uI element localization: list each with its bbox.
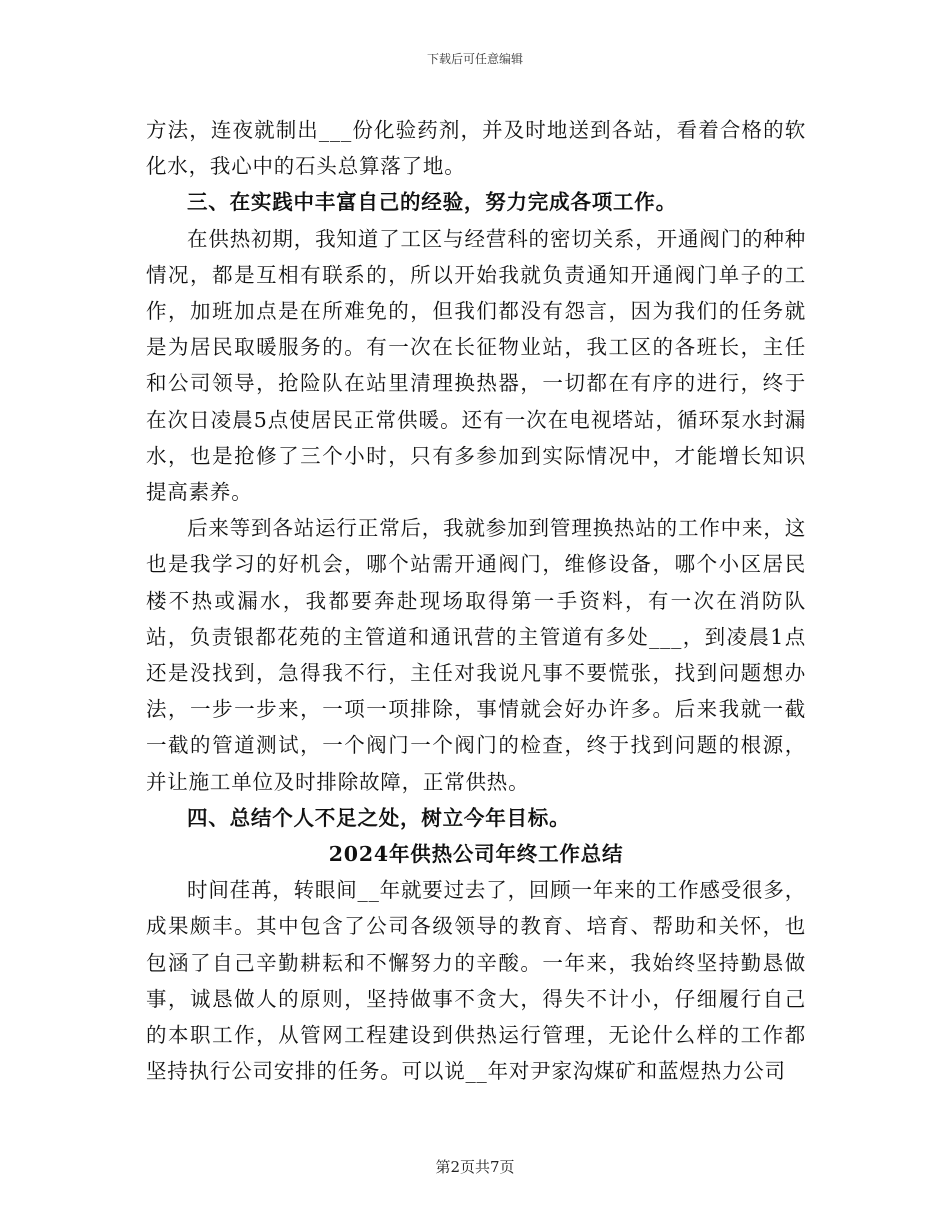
paragraph-year-review: 时间荏苒，转眼间__年就要过去了，回顾一年来的工作感受很多，成果颇丰。其中包含了公司各级领导的教育、培育、帮助和关怀，也包涵了自己辛勤耕耘和不懈努力的辛酸。一年来，我始终坚持勤恳做事，诚恳做人的原则，坚持做事不贪大，得失不计小，仔细履行自己的本职工作，从管网工程建设到供热运行管理，无论什么样的工作都坚持执行公司安排的任务。可以说__年对尹家沟煤矿和蓝煜热力公司	[146, 878, 806, 1084]
document-title: 2024年供热公司年终工作总结	[328, 842, 624, 867]
section-heading-three: 三、在实践中丰富自己的经验，努力完成各项工作。	[187, 190, 677, 215]
page-header: 下载后可任意编辑	[426, 52, 523, 66]
document-body	[146, 112, 806, 1089]
paragraph-early-heating: 在供热初期，我知道了工区与经营科的密切关系，开通阀门的种种情况，都是互相有联系的，所以开始我就负责通知开通阀门单子的工作，加班加点是在所难免的，但我们都没有怨言，因为我们的任务就是为居民取暖服务的。有一次在长征物业站，我工区的各班长，主任和公司领导，抢险队在站里清理换热器，一切都在有序的进行，终于在次日凌晨5点使居民正常供暖。还有一次在电视塔站，循环泵水封漏水，也是抢修了三个小时，只有多参加到实际情况中，才能增长知识提高素养。	[146, 226, 806, 505]
section-heading-four: 四、总结个人不足之处，树立今年目标。	[187, 805, 571, 830]
paragraph-station-management: 后来等到各站运行正常后，我就参加到管理换热站的工作中来，这也是我学习的好机会，哪个站需开通阀门，维修设备，哪个小区居民楼不热或漏水，我都要奔赴现场取得第一手资料，有一次在消防队站，负责银都花苑的主管道和通讯营的主管道有多处___，到凌晨1点还是没找到，急得我不行，主任对我说凡事不要慌张，找到问题想办法，一步一步来，一项一项排除，事情就会好办许多。后来我就一截一截的管道测试，一个阀门一个阀门的检查，终于找到问题的根源，并让施工单位及时排除故障，正常供热。	[146, 516, 807, 794]
paragraph-continuation: 方法，连夜就制出___份化验药剂，并及时地送到各站，看着合格的软化水，我心中的石头总算落了地。	[146, 118, 806, 179]
page-number: 第2页共7页	[435, 1158, 515, 1176]
